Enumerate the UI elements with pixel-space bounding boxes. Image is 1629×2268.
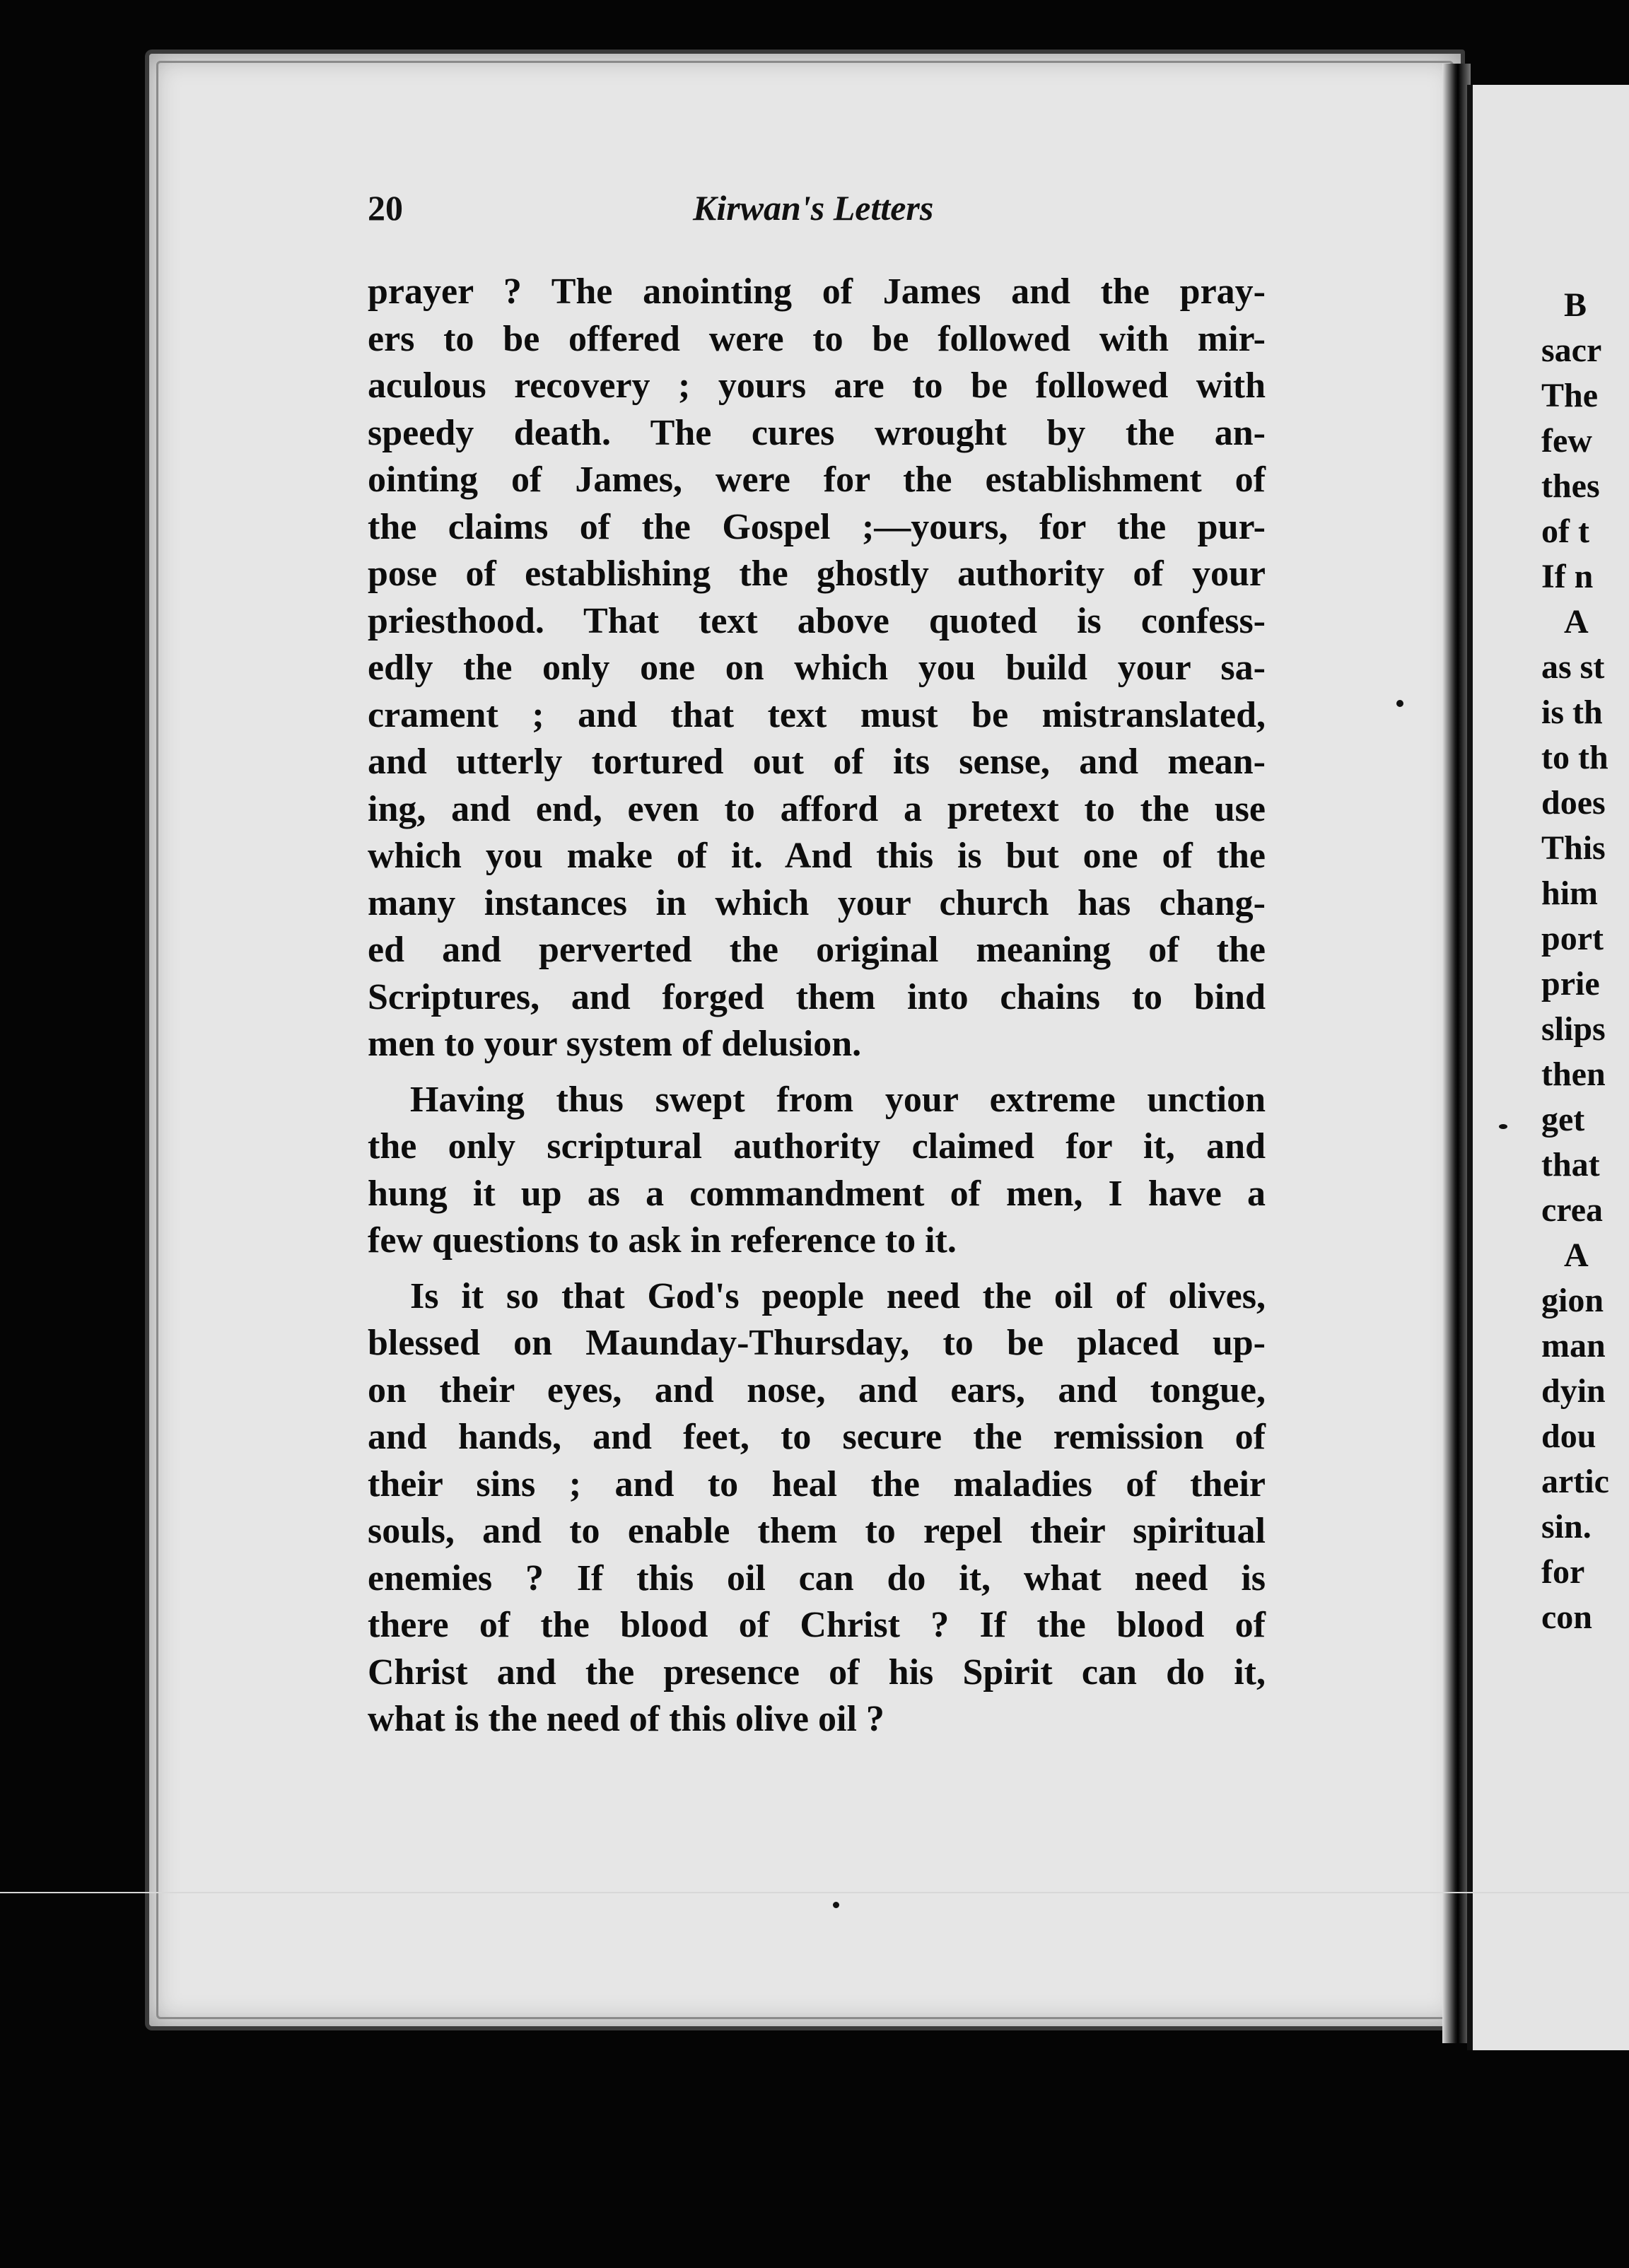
right-page-line: con: [1541, 1598, 1592, 1636]
right-page-line: is th: [1541, 694, 1603, 731]
text-line: edly the only one on which you build your sa-: [368, 648, 1266, 688]
right-page-line: of t: [1541, 513, 1589, 550]
right-page-line: sin.: [1541, 1508, 1592, 1545]
text-line: on their eyes, and nose, and ears, and tongue,: [368, 1369, 1266, 1410]
text-line: ing, and end, even to afford a pretext to the use: [368, 788, 1266, 829]
text-line: prayer ? The anointing of James and the pray-: [368, 271, 1266, 312]
text-line: what is the need of this olive oil ?: [368, 1699, 884, 1739]
right-page-line: dyin: [1541, 1372, 1606, 1410]
ink-speck: [1396, 700, 1403, 707]
scan-scratch: [0, 1892, 1629, 1893]
right-page-line: This: [1541, 829, 1606, 867]
text-line: blessed on Maunday-Thursday, to be placed up-: [368, 1323, 1266, 1363]
right-page-line: to th: [1541, 739, 1608, 776]
right-page-text: [1541, 283, 1629, 1640]
right-page-line: get: [1541, 1101, 1585, 1138]
right-page-line: for: [1541, 1553, 1585, 1591]
book-gutter: [1442, 64, 1471, 2043]
text-line: souls, and to enable them to repel their spiritual: [368, 1511, 1266, 1551]
text-line: hung it up as a commandment of men, I have a: [368, 1173, 1266, 1214]
right-page-line: him: [1541, 875, 1599, 912]
text-line: there of the blood of Christ ? If the blood of: [368, 1605, 1266, 1645]
text-line: Scriptures, and forged them into chains to bind: [368, 976, 1266, 1017]
text-line: which you make of it. And this is but one of the: [368, 836, 1266, 876]
right-page-line: prie: [1541, 965, 1600, 1003]
right-page-line: crea: [1541, 1191, 1604, 1229]
text-line: ers to be offered were to be followed with mir-: [368, 318, 1266, 359]
text-line: the claims of the Gospel ;—yours, for the pur-: [368, 506, 1266, 547]
paragraph-gap: [368, 1265, 1266, 1273]
text-line: speedy death. The cures wrought by the an-: [368, 412, 1266, 453]
right-page-line: thes: [1541, 467, 1600, 505]
right-page-line: sacr: [1541, 332, 1602, 369]
text-line: crament ; and that text must be mistranslated,: [368, 694, 1266, 735]
text-line: Is it so that God's people need the oil of olives,: [410, 1275, 1266, 1316]
text-line: Having thus swept from your extreme unction: [410, 1079, 1266, 1120]
text-line: many instances in which your church has chang-: [368, 882, 1266, 923]
text-line: pose of establishing the ghostly authority of your: [368, 554, 1266, 594]
right-page-line: artic: [1541, 1463, 1609, 1500]
body-text: [368, 269, 1266, 1743]
text-line: and utterly tortured out of its sense, and mean-: [368, 742, 1266, 782]
right-page-line: that: [1541, 1146, 1600, 1183]
ink-speck: [1499, 1124, 1507, 1129]
text-line: priesthood. That text above quoted is confess-: [368, 600, 1266, 641]
text-line: men to your system of delusion.: [368, 1024, 862, 1064]
text-line: their sins ; and to heal the maladies of their: [368, 1463, 1266, 1504]
text-line: ointing of James, were for the establishment of: [368, 460, 1266, 500]
right-page-line: few: [1541, 422, 1592, 460]
right-page-line: A: [1564, 603, 1589, 641]
right-page-line: gion: [1541, 1282, 1604, 1319]
right-page-line: man: [1541, 1327, 1606, 1364]
right-page-line: as st: [1541, 648, 1605, 686]
text-line: the only scriptural authority claimed for it, and: [368, 1126, 1266, 1167]
right-page-line: The: [1541, 377, 1599, 414]
right-page-line: If n: [1541, 558, 1594, 595]
text-line: Christ and the presence of his Spirit can do it,: [368, 1652, 1266, 1693]
right-page-line: A: [1564, 1237, 1589, 1274]
paragraph-gap: [368, 1068, 1266, 1077]
right-page-line: port: [1541, 920, 1604, 957]
right-page-line: B: [1564, 286, 1587, 324]
running-head: Kirwan's Letters: [693, 188, 934, 228]
text-line: few questions to ask in reference to it.: [368, 1220, 957, 1261]
text-line: enemies ? If this oil can do it, what need is: [368, 1557, 1266, 1598]
right-page-line: dou: [1541, 1418, 1596, 1455]
right-page-line: does: [1541, 784, 1606, 822]
text-line: and hands, and feet, to secure the remission of: [368, 1417, 1266, 1457]
ink-speck: [833, 1902, 839, 1908]
text-line: ed and perverted the original meaning of the: [368, 930, 1266, 970]
text-line: aculous recovery ; yours are to be followed with: [368, 366, 1266, 406]
right-page-line: slips: [1541, 1010, 1606, 1048]
page-number: 20: [368, 188, 403, 228]
right-page-line: then: [1541, 1056, 1606, 1093]
page-header: [368, 187, 1287, 251]
